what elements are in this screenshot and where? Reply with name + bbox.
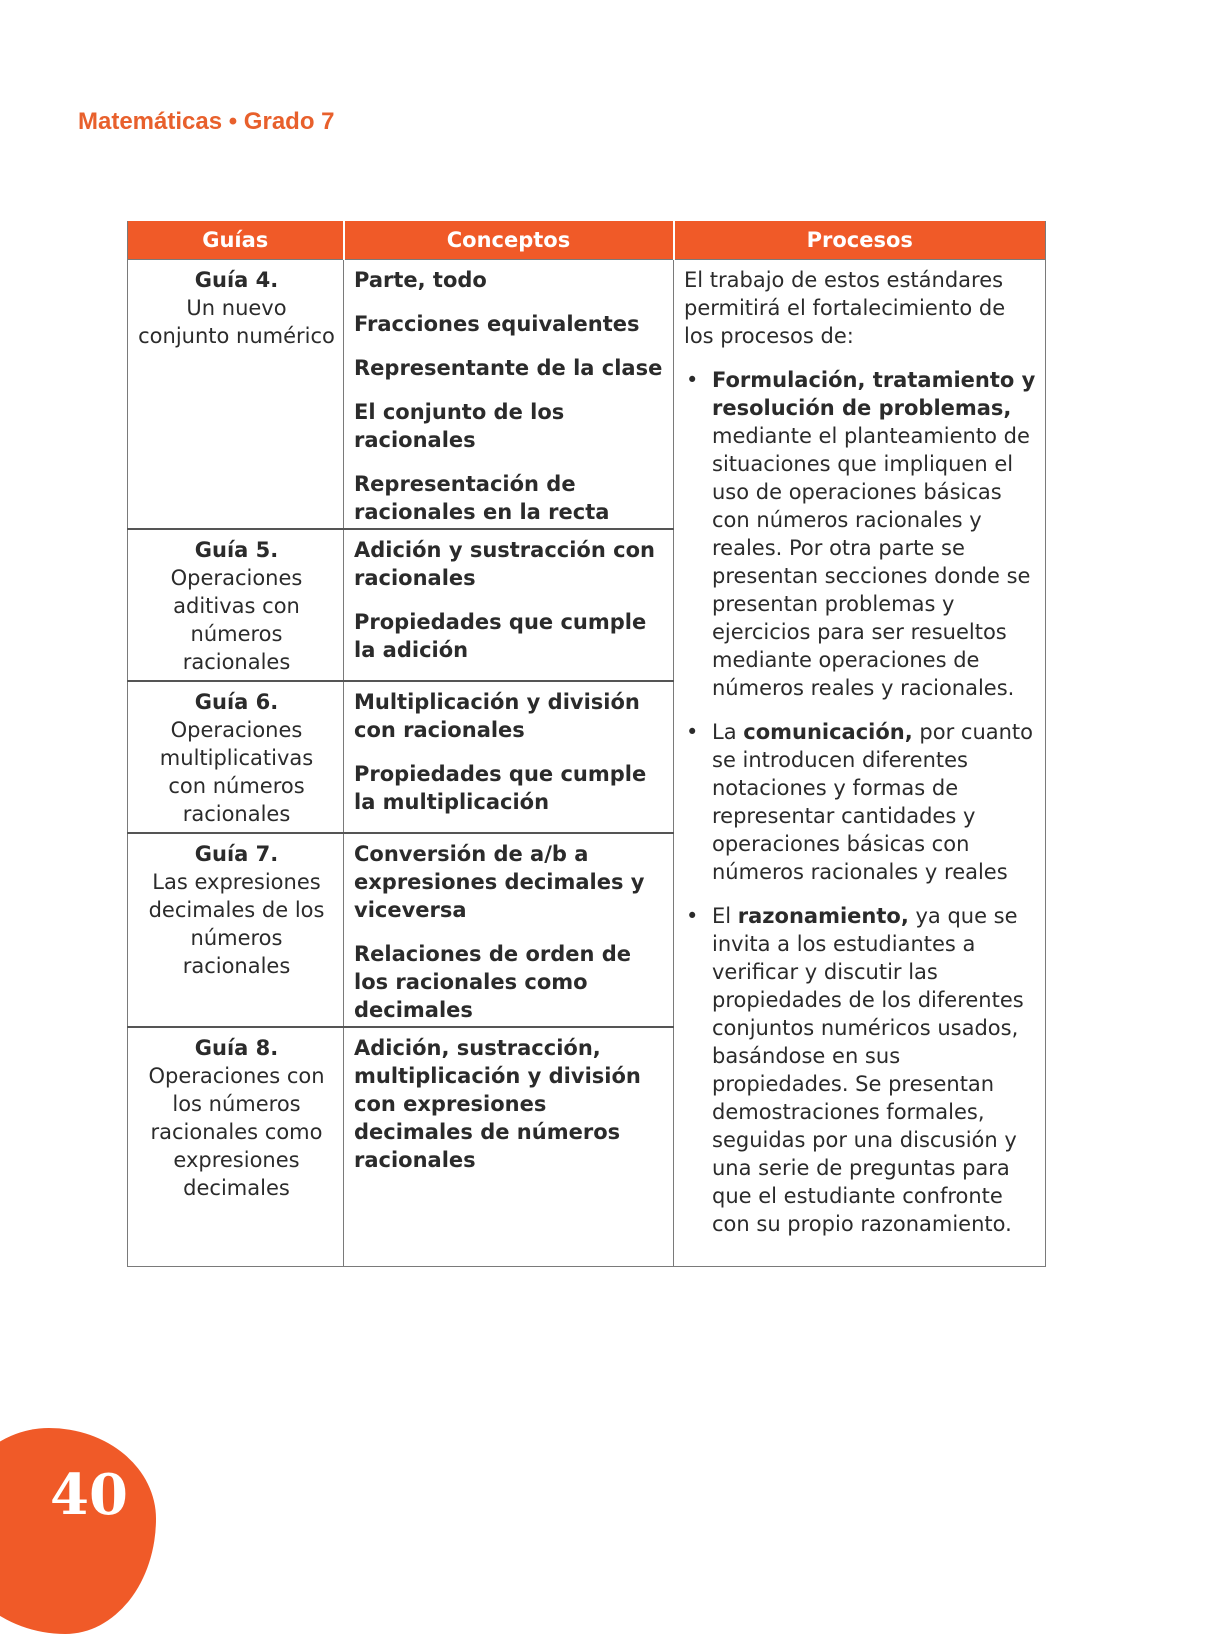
- procesos-list: [684, 366, 1037, 1238]
- concepts-cell: [344, 1027, 674, 1267]
- guide-cell: [128, 529, 344, 681]
- page-number: 40: [50, 1462, 128, 1528]
- procesos-intro: El trabajo de estos estándares permitirá el fortalecimiento de los procesos de:: [684, 268, 1006, 348]
- procesos-cell: [674, 260, 1046, 1267]
- item-text: mediante el planteamiento de situaciones que impliquen el uso de operaciones básicas con números racionales y reales. Por otra parte se presentan secciones donde se presentan problemas y ejercicios para ser resueltos mediante operaciones de números reales y racionales.: [712, 424, 1031, 700]
- item-lead: La: [712, 720, 744, 744]
- running-title: Matemáticas • Grado 7: [78, 108, 335, 135]
- concept-item: Adición, sustracción, multiplicación y división con expresiones decimales de números racionales: [354, 1036, 641, 1172]
- concept-item: Representante de la clase: [354, 356, 663, 380]
- guide-number: Guía 4.: [194, 268, 279, 292]
- concepts-cell: [344, 681, 674, 833]
- item-text: por cuanto se introducen diferentes notaciones y formas de representar cantidades y operaciones básicas con números racionales y reales: [712, 720, 1034, 884]
- concepts-cell: [344, 529, 674, 681]
- guide-cell: [128, 260, 344, 530]
- guide-number: Guía 8.: [194, 1036, 279, 1060]
- guide-title: Operaciones multiplicativas con números racionales: [159, 718, 314, 826]
- guide-title: Operaciones aditivas con números racionales: [170, 566, 303, 674]
- concepts-cell: [344, 833, 674, 1027]
- concept-item: Fracciones equivalentes: [354, 312, 640, 336]
- guide-title: Operaciones con los números racionales como expresiones decimales: [148, 1064, 325, 1200]
- list-item: [684, 366, 1037, 702]
- item-text: ya que se invita a los estudiantes a verificar y discutir las propiedades de los diferentes conjuntos numéricos usados, basándose en sus propiedades. Se presentan demostraciones formales, seguidas por una discusión y una serie de preguntas para que el estudiante confronte con su propio razonamiento.: [712, 904, 1024, 1236]
- guide-cell: [128, 681, 344, 833]
- concepts-cell: [344, 260, 674, 530]
- table-row: [128, 260, 1046, 530]
- concept-item: Relaciones de orden de los racionales como decimales: [354, 942, 632, 1022]
- guide-cell: [128, 833, 344, 1027]
- table-header-row: [128, 221, 1046, 260]
- bullet-icon: •: [686, 368, 699, 392]
- list-item: [684, 718, 1037, 886]
- concept-item: El conjunto de los racionales: [354, 400, 565, 452]
- concept-item: Propiedades que cumple la multiplicación: [354, 762, 647, 814]
- item-keyword: razonamiento,: [737, 904, 909, 928]
- list-item: [684, 902, 1037, 1238]
- bullet-icon: •: [686, 720, 699, 744]
- guide-number: Guía 7.: [194, 842, 279, 866]
- concept-item: Propiedades que cumple la adición: [354, 610, 647, 662]
- guide-cell: [128, 1027, 344, 1267]
- page-badge: [0, 1428, 156, 1634]
- guide-title: Un nuevo conjunto numérico: [138, 296, 335, 348]
- header-conceptos: Conceptos: [344, 221, 674, 260]
- item-lead: El: [712, 904, 738, 928]
- concept-item: Representación de racionales en la recta: [354, 472, 610, 524]
- guide-number: Guía 6.: [194, 690, 279, 714]
- header-guias: Guías: [128, 221, 344, 260]
- item-keyword: comunicación,: [743, 720, 913, 744]
- item-keyword: Formulación, tratamiento y resolución de problemas,: [712, 368, 1036, 420]
- concept-item: Conversión de a/b a expresiones decimales y viceversa: [354, 842, 645, 922]
- guide-title: Las expresiones decimales de los números racionales: [148, 870, 325, 978]
- concept-item: Multiplicación y división con racionales: [354, 690, 640, 742]
- concept-item: Parte, todo: [354, 268, 487, 292]
- concept-item: Adición y sustracción con racionales: [354, 538, 655, 590]
- header-procesos: Procesos: [674, 221, 1046, 260]
- guides-table: [127, 221, 1046, 1267]
- guide-number: Guía 5.: [194, 538, 279, 562]
- bullet-icon: •: [686, 904, 699, 928]
